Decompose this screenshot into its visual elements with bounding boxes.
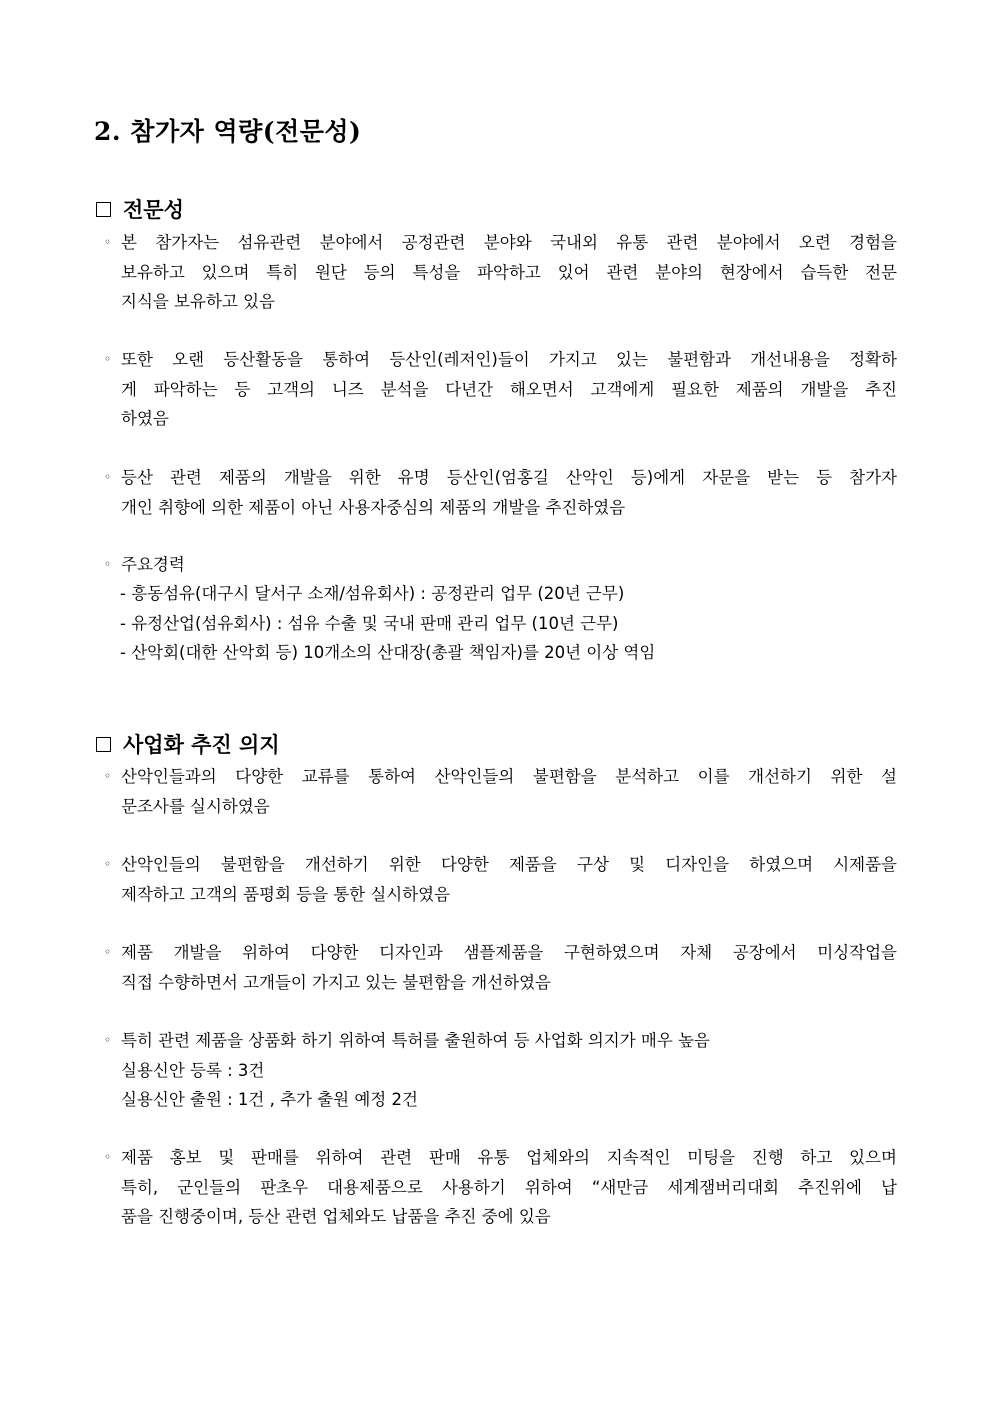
paragraph xyxy=(104,850,897,909)
paragraph-text: 주요경력 xyxy=(121,555,185,574)
bullet-icon: ◦ xyxy=(104,945,112,959)
paragraph xyxy=(104,463,897,522)
list-item: - 산악회(대한 산악회 등) 10개소의 산대장(총괄 책임자)를 20년 이상 역임 xyxy=(120,643,656,662)
paragraph-text: 제품 홍보 및 판매를 위하여 관련 판매 유통 업체와의 지속적인 미팅을 진행 하고 있으며 xyxy=(121,1148,897,1167)
paragraph xyxy=(104,762,897,821)
paragraph xyxy=(104,938,897,997)
bullet-icon: ◦ xyxy=(104,557,112,571)
bullet-icon: ◦ xyxy=(104,470,112,484)
paragraph-text: 특히, 군인들의 판초우 대용제품으로 사용하기 위하여 “새만금 세계잼버리대회 추진위에 납 xyxy=(121,1177,897,1197)
paragraph-text: 또한 오랜 등산활동을 통하여 등산인(레저인)들이 가지고 있는 불편함과 개선내용을 정확하 xyxy=(121,350,897,369)
bullet-icon: ◦ xyxy=(104,1150,112,1164)
paragraph-text: 실용신안 출원 : 1건 , 추가 출원 예정 2건 xyxy=(121,1090,418,1109)
paragraph-text: 등산 관련 제품의 개발을 위한 유명 등산인(엄홍길 산악인 등)에게 자문을 받는 등 참가자 xyxy=(121,468,897,487)
paragraph-text: 하였음 xyxy=(121,409,169,428)
paragraph-text: 직접 수향하면서 고개들이 가지고 있는 불편함을 개선하였음 xyxy=(121,972,551,992)
section-heading-commercialization xyxy=(96,729,280,759)
paragraph-text: 개인 취향에 의한 제품이 아닌 사용자중심의 제품의 개발을 추진하였음 xyxy=(121,497,626,517)
paragraph xyxy=(104,1143,897,1232)
section-heading-label: 전문성 xyxy=(123,198,184,222)
paragraph-text: 특히 관련 제품을 상품화 하기 위하여 특허를 출원하여 등 사업화 의지가 매우 높음 xyxy=(121,1031,710,1050)
bullet-icon: ◦ xyxy=(104,857,112,871)
list-item: - 유정산업(섬유회사) : 섬유 수출 및 국내 판매 관리 업무 (10년 근무) xyxy=(120,613,619,633)
checkbox-icon xyxy=(96,737,111,752)
bullet-icon: ◦ xyxy=(104,769,112,783)
paragraph-text: 산악인들의 불편함을 개선하기 위한 다양한 제품을 구상 및 디자인을 하였으며 시제품을 xyxy=(121,855,897,874)
list-item: - 흥동섬유(대구시 달서구 소재/섬유회사) : 공정관리 업무 (20년 근무) xyxy=(120,584,625,603)
paragraph xyxy=(104,228,897,317)
paragraph-text: 실용신안 등록 : 3건 xyxy=(121,1060,265,1080)
bullet-icon: ◦ xyxy=(104,1033,112,1047)
paragraph-text: 제작하고 고객의 품평회 등을 통한 실시하였음 xyxy=(121,884,451,904)
paragraph-text: 제품 개발을 위하여 다양한 디자인과 샘플제품을 구현하였으며 자체 공장에서 미싱작업을 xyxy=(121,943,897,962)
paragraph xyxy=(104,550,897,580)
paragraph-text: 문조사를 실시하였음 xyxy=(121,796,270,816)
page-title: 2. 참가자 역량(전문성) xyxy=(94,117,362,146)
bullet-icon: ◦ xyxy=(104,235,112,249)
paragraph xyxy=(104,1026,897,1115)
paragraph-text: 품을 진행중이며, 등산 관련 업체와도 납품을 추진 중에 있음 xyxy=(121,1207,551,1226)
bullet-icon: ◦ xyxy=(104,352,112,366)
paragraph xyxy=(104,345,897,434)
section-heading-label: 사업화 추진 의지 xyxy=(123,733,280,757)
paragraph-text: 게 파악하는 등 고객의 니즈 분석을 다년간 해오면서 고객에게 필요한 제품의 개발을 추진 xyxy=(121,379,897,399)
paragraph-text: 보유하고 있으며 특히 원단 등의 특성을 파악하고 있어 관련 분야의 현장에서 습득한 전문 xyxy=(121,262,897,282)
checkbox-icon xyxy=(96,202,111,217)
paragraph-text: 지식을 보유하고 있음 xyxy=(121,292,275,311)
section-heading-expertise xyxy=(96,194,184,224)
paragraph-text: 본 참가자는 섬유관련 분야에서 공정관련 분야와 국내외 유통 관련 분야에서 오련 경험을 xyxy=(121,233,897,252)
paragraph-text: 산악인들과의 다양한 교류를 통하여 산악인들의 불편함을 분석하고 이를 개선하기 위한 설 xyxy=(121,767,897,786)
career-list xyxy=(120,579,655,668)
